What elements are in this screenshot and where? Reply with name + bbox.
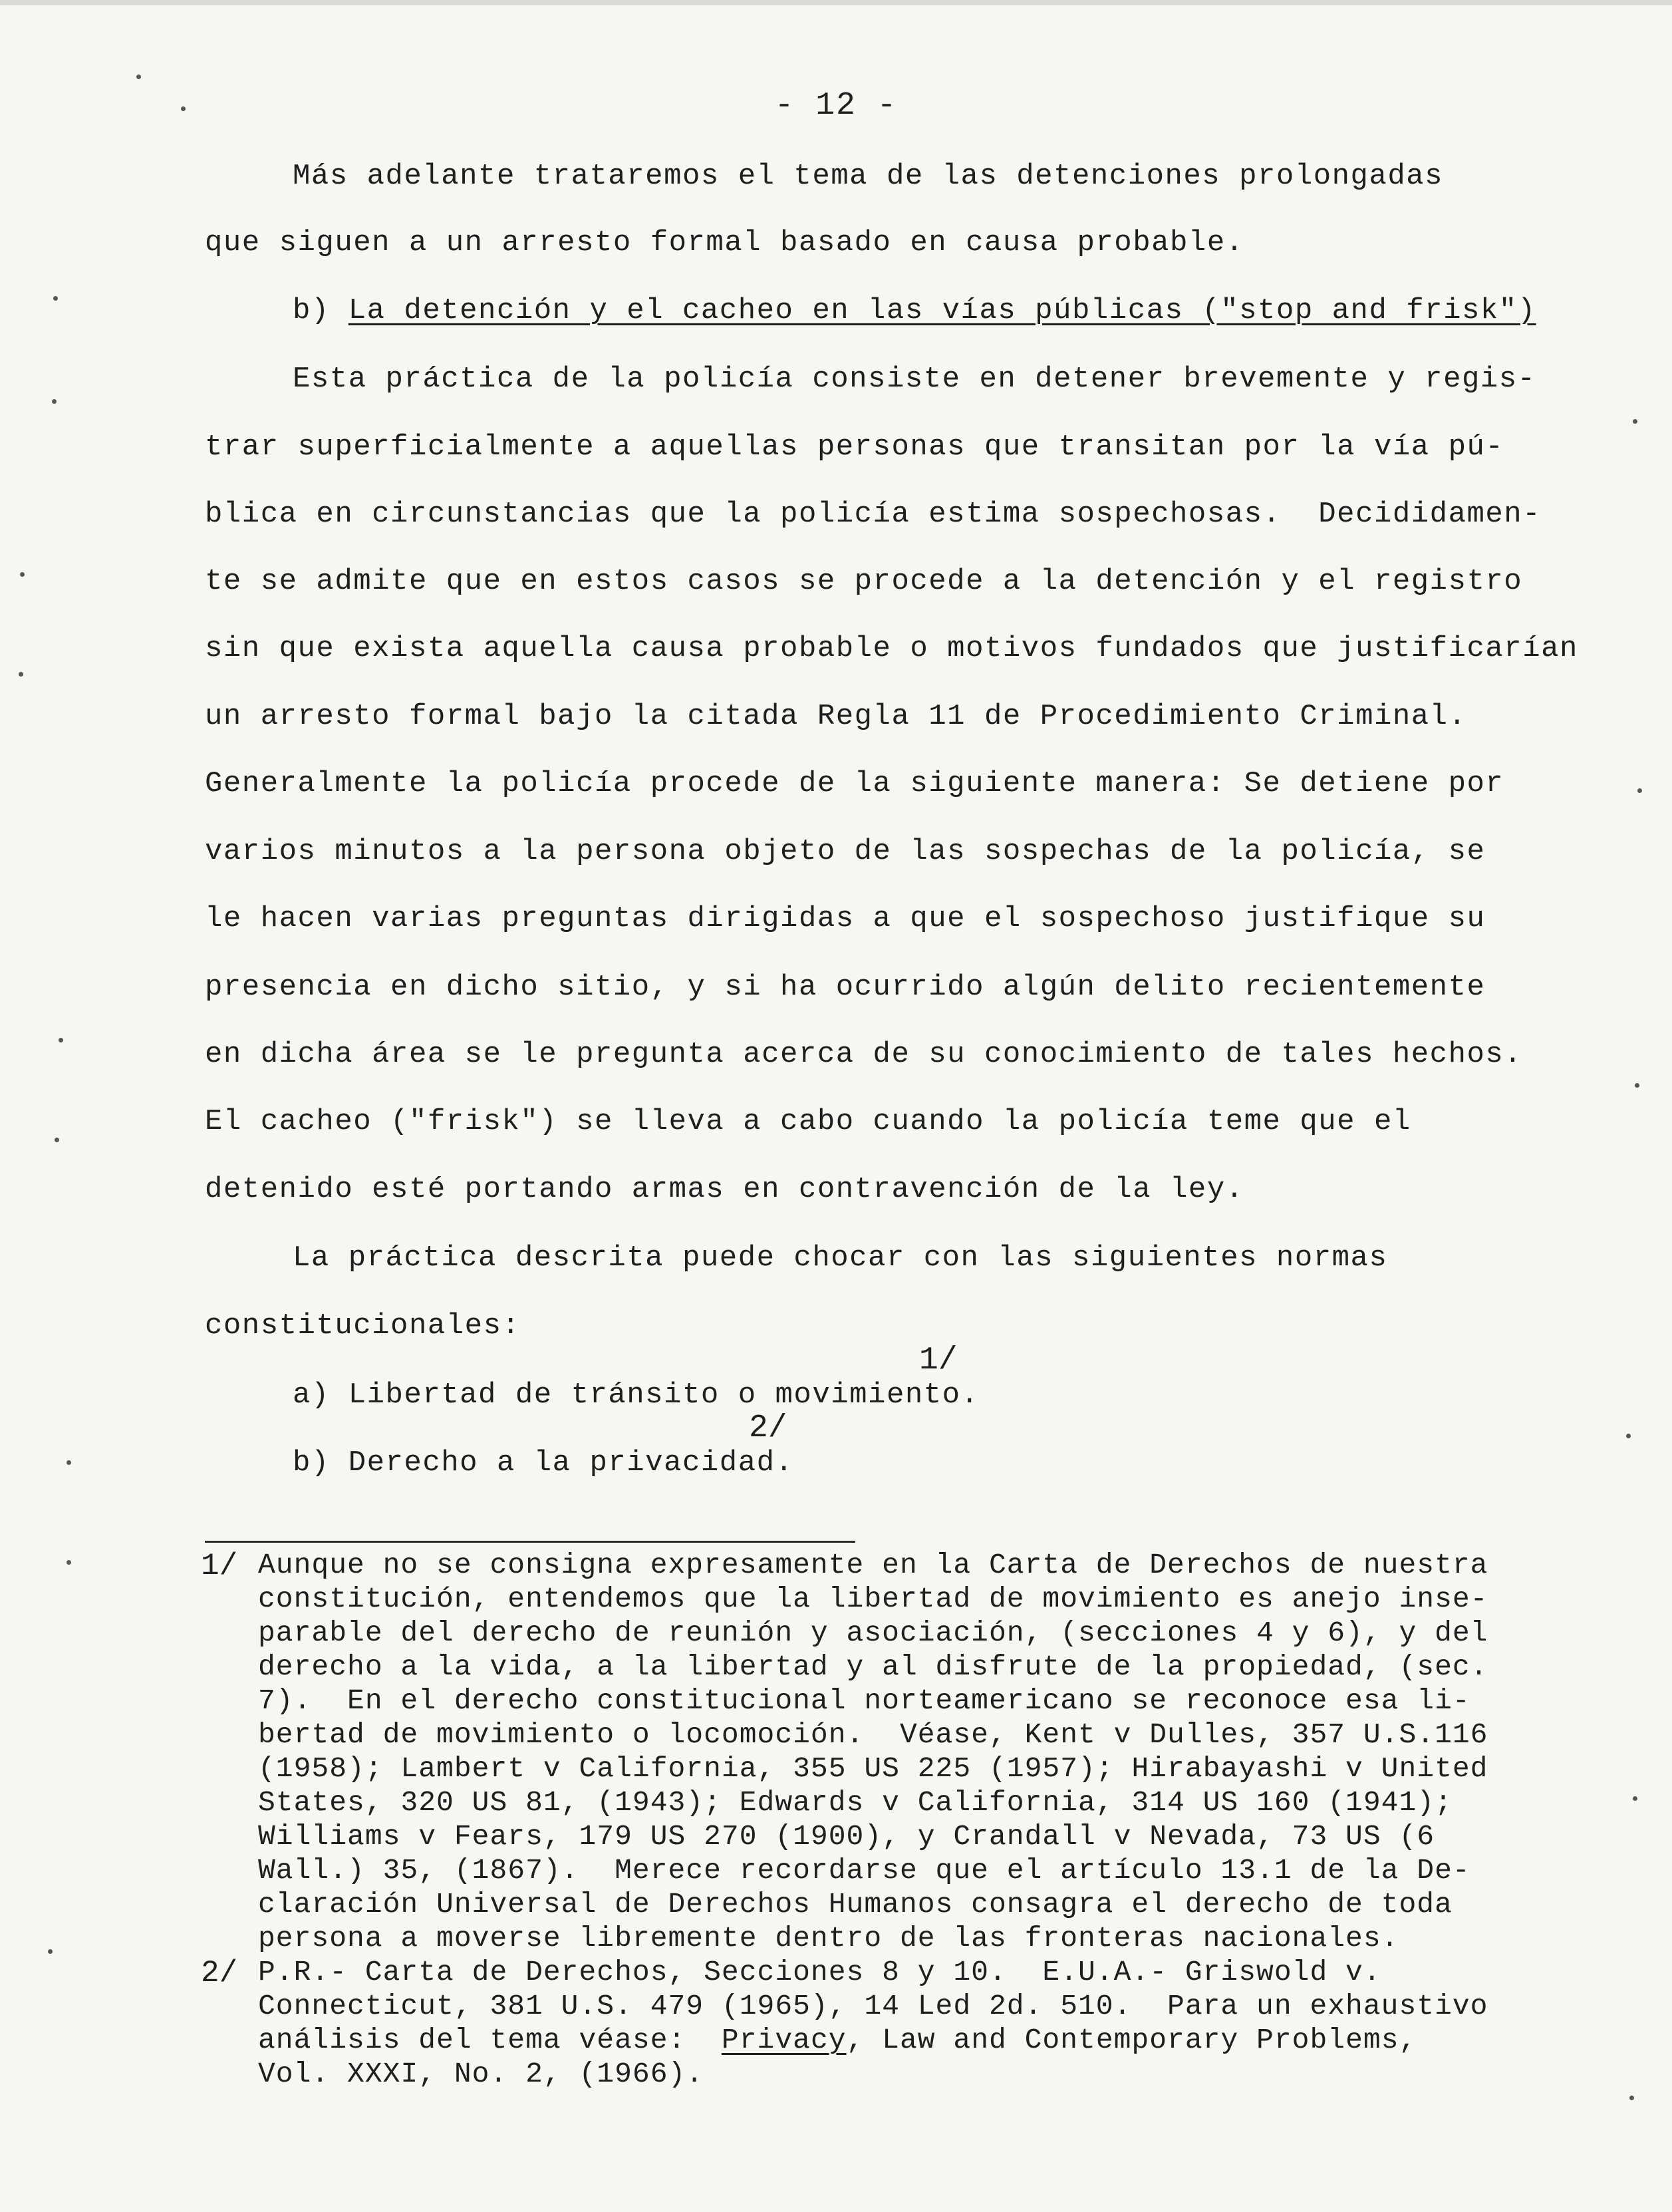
scan-speck	[1629, 2096, 1634, 2100]
scan-speck	[59, 1038, 63, 1042]
heading-prefix: b)	[293, 294, 348, 327]
footnote-separator	[205, 1541, 855, 1543]
footnote-ref-2: 2/	[749, 1410, 787, 1446]
body-line: que siguen a un arresto formal basado en causa probable.	[205, 226, 1244, 259]
footnote-2-line: Vol. XXXI, No. 2, (1966).	[258, 2058, 704, 2090]
footnote-1-line: States, 320 US 81, (1943); Edwards v California, 314 US 160 (1941);	[258, 1786, 1453, 1819]
body-line: presencia en dicho sitio, y si ha ocurrido algún delito recientemente	[205, 971, 1486, 1004]
footnote-ref-1: 1/	[919, 1343, 958, 1378]
body-line: sin que exista aquella causa probable o motivos fundados que justificarían	[205, 632, 1578, 665]
scan-speck	[1635, 1083, 1639, 1088]
footnote-1-mark: 1/	[201, 1549, 238, 1583]
body-line: Generalmente la policía procede de la siguiente manera: Se detiene por	[205, 767, 1504, 800]
scan-speck	[1633, 1796, 1637, 1801]
body-line: La práctica descrita puede chocar con las siguientes normas	[293, 1241, 1388, 1275]
body-line: varios minutos a la persona objeto de las sospechas de la policía, se	[205, 835, 1486, 868]
scan-speck	[67, 1460, 71, 1465]
scan-speck	[136, 75, 141, 79]
body-line: Esta práctica de la policía consiste en detener brevemente y regis-	[293, 363, 1536, 396]
body-line: El cacheo ("frisk") se lleva a cabo cuando la policía teme que el	[205, 1105, 1411, 1138]
scan-speck	[55, 1138, 59, 1142]
footnote-2-text: , Law and Contemporary Problems,	[846, 2024, 1417, 2056]
scan-speck	[52, 399, 57, 404]
body-line: en dicha área se le pregunta acerca de su conocimiento de tales hechos.	[205, 1038, 1523, 1071]
scan-speck	[20, 572, 25, 577]
footnote-2-line: Connecticut, 381 U.S. 479 (1965), 14 Led 2d. 510. Para un exhaustivo	[258, 1990, 1488, 2022]
footnote-1-line: parable del derecho de reunión y asociación, (secciones 4 y 6), y del	[258, 1617, 1488, 1649]
scan-speck	[1637, 788, 1642, 793]
body-line: le hacen varias preguntas dirigidas a que el sospechoso justifique su	[205, 902, 1486, 935]
footnote-2-title: Privacy	[721, 2024, 847, 2056]
footnote-2-text: análisis del tema véase:	[258, 2024, 722, 2056]
body-line: constitucionales:	[205, 1309, 521, 1343]
scan-speck	[181, 106, 186, 111]
list-item-a: a) Libertad de tránsito o movimiento.	[293, 1378, 980, 1412]
footnote-1-line: claración Universal de Derechos Humanos consagra el derecho de toda	[258, 1888, 1453, 1921]
body-line: detenido esté portando armas en contravención de la ley.	[205, 1173, 1244, 1206]
scan-speck	[67, 1560, 71, 1565]
footnote-2-mark: 2/	[201, 1956, 238, 1990]
footnote-1-line: bertad de movimiento o locomoción. Véase, Kent v Dulles, 357 U.S.116	[258, 1718, 1488, 1751]
body-line: te se admite que en estos casos se procede a la detención y el registro	[205, 565, 1523, 598]
body-line: trar superficialmente a aquellas personas que transitan por la vía pú-	[205, 430, 1504, 464]
footnote-1-line: persona a moverse libremente dentro de las fronteras nacionales.	[258, 1922, 1399, 1955]
footnote-1-line: 7). En el derecho constitucional norteamericano se reconoce esa li-	[258, 1684, 1470, 1717]
scan-speck	[1626, 1434, 1631, 1438]
footnote-1-line: (1958); Lambert v California, 355 US 225 (1957); Hirabayashi v United	[258, 1752, 1488, 1785]
body-line: blica en circunstancias que la policía estima sospechosas. Decididamen-	[205, 498, 1542, 531]
body-line: un arresto formal bajo la citada Regla 11 de Procedimiento Criminal.	[205, 700, 1467, 733]
page-number: - 12 -	[774, 88, 898, 124]
footnote-1-line: derecho a la vida, a la libertad y al disfrute de la propiedad, (sec.	[258, 1651, 1488, 1683]
scan-speck	[53, 296, 58, 301]
footnote-1-line: Williams v Fears, 179 US 270 (1900), y Crandall v Nevada, 73 US (6	[258, 1820, 1435, 1853]
page-top-edge	[0, 0, 1672, 5]
footnote-2-line: P.R.- Carta de Derechos, Secciones 8 y 10. E.U.A.- Griswold v.	[258, 1956, 1381, 1988]
footnote-1-line: Wall.) 35, (1867). Merece recordarse que el artículo 13.1 de la De-	[258, 1854, 1470, 1887]
footnote-1-line: constitución, entendemos que la libertad de movimiento es anejo inse-	[258, 1583, 1488, 1615]
scan-speck	[1633, 419, 1637, 424]
scan-speck	[19, 672, 23, 677]
footnote-1-line: Aunque no se consigna expresamente en la Carta de Derechos de nuestra	[258, 1549, 1488, 1581]
body-line: Más adelante trataremos el tema de las detenciones prolongadas	[293, 160, 1444, 193]
list-item-b: b) Derecho a la privacidad.	[293, 1446, 794, 1480]
section-heading-b	[293, 294, 1536, 327]
scan-speck	[48, 1949, 53, 1954]
footnote-2-line	[258, 2024, 1417, 2056]
heading-text: La detención y el cacheo en las vías públicas ("stop and frisk")	[348, 294, 1536, 327]
